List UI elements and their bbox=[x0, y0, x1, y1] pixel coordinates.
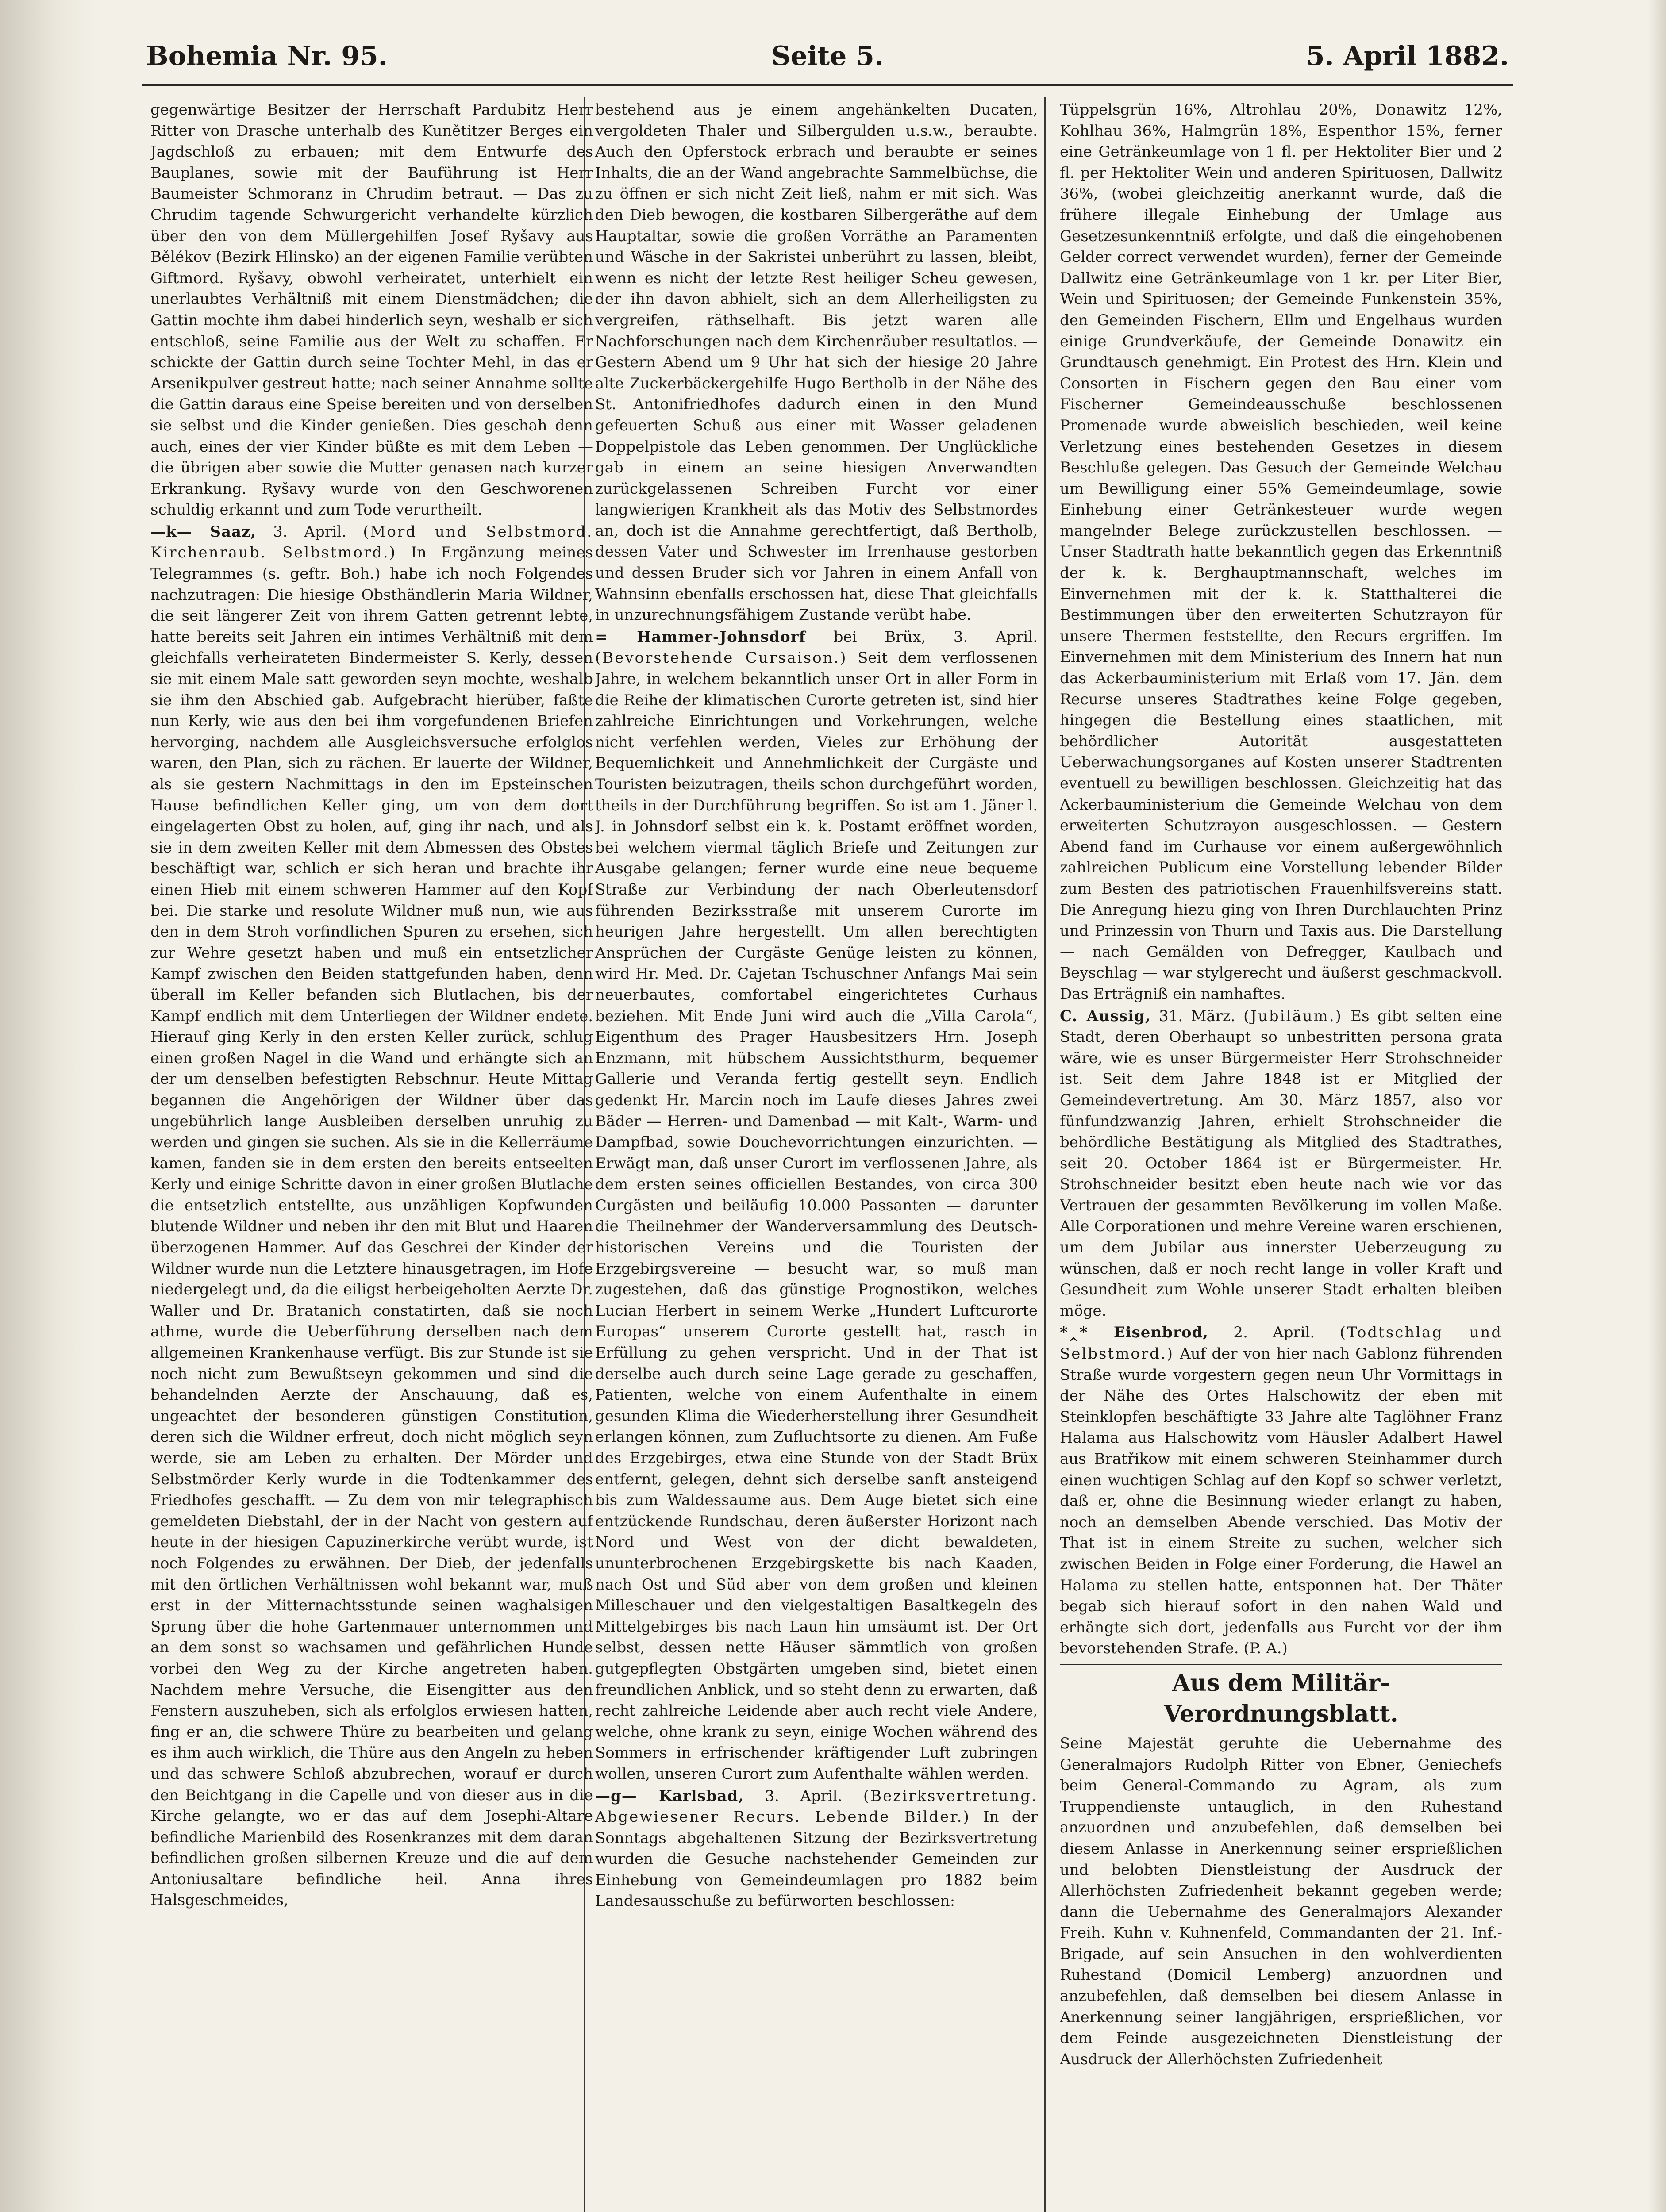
article-text: Seit dem verflossenen Jahre, in welchem bekanntlich unser Ort in aller Form in die Reihe der klimatischen Curorte getreten ist, sind hier zahlreiche Einrichtungen und Vorkehrungen, welche nicht verfehlen werden, Vieles zur Erhöhung der Bequemlichkeit und Annehmlichkeit der Curgäste und Touristen beizutragen, theils schon durchgeführt worden, theils in der Durchführung begriffen. So ist am 1. Jäner l. J. in Johnsdorf selbst ein k. k. Postamt eröffnet worden, bei welchem viermal täglich Briefe und Zeitungen zur Ausgabe gelangen; ferner wurde eine neue bequeme Straße zur Verbindung der nach Oberleutensdorf führenden Bezirksstraße mit unserem Curorte im heurigen Jahre hergestellt. Um allen berechtigten Ansprüchen der Curgäste Genüge leisten zu können, wird Hr. Med. Dr. Cajetan Tschuschner Anfangs Mai sein neuerbautes, comfortabel eingerichtetes Curhaus beziehen. Mit Ende Juni wird auch die „Villa Carola“, Eigenthum des Prager Hausbesitzers Hrn. Joseph Enzmann, mit hübschem Aussichtsthurm, bequemer Gallerie und Veranda fertig gestellt seyn. Endlich gedenkt Hr. Marcin noch im Laufe dieses Jahres zwei Bäder — Herren- und Damenbad — mit Kalt-, Warm- und Dampfbad, sowie Douchevorrichtungen einzurichten. — Erwägt man, daß unser Curort im verflossenen Jahre, als dem ersten seines officiellen Bestandes, von circa 300 Curgästen und beiläufig 10.000 Passanten — darunter die Theilnehmer der Wanderversammlung des Deutsch-historischen Vereins und die Touristen der Erzgebirgsvereine — besucht war, so muß man zugestehen, daß das günstige Prognostikon, welches Lucian Herbert in seinem Werke „Hundert Luftcurorte Europas“ unserem Curorte gestellt hat, rasch in Erfüllung zu gehen verspricht. Und in der That ist derselbe auch durch seine Lage gerade zu geschaffen, Patienten, welche von einem Aufenthalte in einem gesunden Klima die Wiederherstellung ihrer Gesundheit erlangen können, zum Zufluchtsorte zu dienen. Am Fuße des Erzgebirges, etwa eine Stunde von der Stadt Brüx entfernt, gelegen, dehnt sich derselbe sanft ansteigend bis zum Waldessaume aus. Dem Auge bietet sich eine entzückende Rundschau, deren äußerster Horizont nach Nord und West von der dicht bewaldeten, ununterbrochenen Erzgebirgskette bis nach Kaaden, nach Ost und Süd aber von dem großen und kleinen Milleschauer und den vielgestaltigen Basaltkegeln des Mittelgebirges bis nach Laun hin umsäumt ist. Der Ort selbst, dessen nette Häuser sämmtlich von großen gutgepflegten Obstgärten umgeben sind, bietet einen freundlichen Anblick, und so steht denn zu erwarten, daß recht zahlreiche Leidende aber auch recht viele Andere, welche, ohne krank zu seyn, einige Wochen während des Sommers in erfrischender kräftigender Luft zubringen wollen, unseren Curort zum Aufenthalte wählen werden. bbox=[595, 649, 1038, 1783]
column-3 bbox=[1060, 100, 1502, 2212]
header-rule bbox=[142, 84, 1513, 86]
binding-edge bbox=[0, 0, 95, 2212]
section-title: Aus dem Militär-Verordnungsblatt. bbox=[1164, 1669, 1398, 1728]
article-text: In der Sonntags abgehaltenen Sitzung der Bezirksvertretung wurden die Gesuche nachstehender Gemeinden zur Einhebung von Gemeindeumlagen pro 1882 beim Landesausschuße zu befürworten beschlossen: bbox=[595, 1808, 1038, 1910]
article-topic: (Bezirksvertretung. Abgewiesener Recurs. Lebende Bilder.) bbox=[595, 1787, 1038, 1826]
article-date: 2. April. bbox=[1208, 1324, 1340, 1342]
article-date: 3. April. bbox=[744, 1787, 863, 1805]
article bbox=[1060, 1006, 1502, 1322]
header-issue: Bohemia Nr. 95. bbox=[146, 41, 388, 72]
article-topic: (Todtschlag und Selbstmord.) bbox=[1060, 1324, 1502, 1363]
header-page-number: Seite 5. bbox=[771, 41, 884, 72]
article-topic: (Bevorstehende Cursaison.) bbox=[595, 649, 847, 667]
article-text: Seine Majestät geruhte die Uebernahme des Generalmajors Rudolph Ritter von Ebner, Geniechefs beim General-Commando zu Agram, als zum Truppendienste untauglich, in den Ruhestand anzuordnen und anzubefehlen, daß demselben bei diesem Anlasse in Anerkennung seiner ersprießlichen und belobten Dienstleistung der Ausdruck der Allerhöchsten Zufriedenheit bekannt gegeben werde; dann die Uebernahme des Generalmajors Alexander Freih. Kuhn v. Kuhnenfeld, Commandanten der 21. Inf.-Brigade, auf sein Ansuchen in den wohlverdienten Ruhestand (Domicil Lemberg) anzuordnen und anzubefehlen, daß demselben bei diesem Anlasse in Anerkennung seiner langjährigen, ersprießlichen, vor dem Feinde ausgezeichneten Dienstleistung der Ausdruck der Allerhöchsten Zufriedenheit bbox=[1060, 1734, 1502, 2068]
column-rule bbox=[1044, 97, 1046, 2212]
article-date: 31. März. bbox=[1150, 1007, 1244, 1025]
article-dateline: *‸* Eisenbrod, bbox=[1060, 1324, 1209, 1342]
article-topic: (Jubiläum.) bbox=[1243, 1007, 1343, 1025]
page-header bbox=[146, 41, 1509, 76]
article-date: 3. April. bbox=[256, 522, 363, 541]
column-1 bbox=[150, 100, 593, 2212]
section-rule bbox=[1060, 1664, 1502, 1665]
article-dateline: —k— Saaz, bbox=[150, 522, 257, 541]
article bbox=[1060, 1322, 1502, 1659]
article bbox=[595, 1786, 1038, 1912]
article-text: bestehend aus je einem angehänkelten Ducaten, vergoldeten Thaler und Silbergulden u.s.w., beraubte. Auch den Opferstock erbrach und beraubte er seines Inhalts, die an der Wand angebrachte Sammelbüchse, die zu öffnen er sich nicht Zeit ließ, nahm er mit sich. Was den Dieb bewogen, die kostbaren Silbergeräthe auf dem Hauptaltar, sowie die großen Vorräthe an Paramenten und Wäsche in der Sakristei unberührt zu lassen, bleibt, wenn es nicht der letzte Rest heiliger Scheu gewesen, der ihn davon abhielt, sich an dem Allerheiligsten zu vergreifen, räthselhaft. Bis jetzt waren alle Nachforschungen nach dem Kirchenräuber resultatlos. — Gestern Abend um 9 Uhr hat sich der hiesige 20 Jahre alte Zuckerbäckergehilfe Hugo Bertholb in der Nähe des St. Antonifriedhofes dadurch einen in den Mund gefeuerten Schuß aus einer mit Wasser geladenen Doppelpistole das Leben genommen. Der Unglückliche gab in einem an seine hiesigen Anverwandten zurückgelassenen Schreiben Furcht vor einer langwierigen Krankheit als das Motiv des Selbstmordes an, doch ist die Annahme gerechtfertigt, daß Bertholb, dessen Vater und Schwester im Irrenhause gestorben und dessen Bruder sich vor Jahren in einem Anfall von Wahnsinn ebenfalls erschossen hat, diese That gleichfalls in unzurechnungsfähigem Zustande verübt habe. bbox=[595, 101, 1038, 624]
article-dateline: C. Aussig, bbox=[1060, 1007, 1151, 1025]
column-2 bbox=[595, 100, 1038, 2212]
page-edge bbox=[1648, 0, 1666, 2212]
article-text: In Ergänzung meines Telegrammes (s. geftr. Boh.) habe ich noch Folgendes nachzutragen: Die hiesige Obsthändlerin Maria Wildner, die seit längerer Zeit von ihrem Gatten getrennt lebte, hatte bereits seit Jahren ein intimes Verhältniß mit dem gleichfalls verheirateten Bindermeister S. Kerly, dessen sie mit einem Male satt geworden seyn mochte, weshalb sie ihm den Abschied gab. Aufgebracht hierüber, faßte nun Kerly, wie aus den bei ihm vorgefundenen Briefen hervorging, nachdem alle Ausgleichsversuche erfolglos waren, den Plan, sich zu rächen. Er lauerte der Wildner, als sie gestern Nachmittags in den im Epsteinschen Hause befindlichen Keller ging, um von dem dort eingelagerten Obst zu holen, auf, ging ihr nach, und als sie in dem zweiten Keller mit dem Abmessen des Obstes beschäftigt war, schlich er sich heran und brachte ihr einen Hieb mit einem schweren Hammer auf den Kopf bei. Die starke und resolute Wildner muß nun, wie aus den in dem Stroh vorfindlichen Spuren zu ersehen, sich zur Wehre gesetzt haben und muß ein entsetzlicher Kampf zwischen den Beiden stattgefunden haben, denn überall im Keller befanden sich Blutlachen, bis der Kampf endlich mit dem Unterliegen der Wildner endete. Hierauf ging Kerly in den ersten Keller zurück, schlug einen großen Nagel in die Wand und erhängte sich an der um denselben befestigten Rebschnur. Heute Mittag begannen die Angehörigen der Wildner über das ungebührlich lange Ausbleiben derselben unruhig zu werden und gingen sie suchen. Als sie in die Kellerräume kamen, fanden sie in dem ersten den bereits entseelten Kerly und einige Schritte davon in einer großen Blutlache die entsetzlich entstellte, aus unzähligen Kopfwunden blutende Wildner und neben ihr den mit Blut und Haaren überzogenen Hammer. Auf das Geschrei der Kinder der Wildner wurde nun die Letztere hinausgetragen, im Hofe niedergelegt und, da die eiligst herbeigeholten Aerzte Dr. Waller und Dr. Bratanich constatirten, daß sie noch athme, wurde die Ueberführung derselben nach dem allgemeinen Krankenhause verfügt. Bis zur Stunde ist sie noch nicht zum Bewußtseyn gekommen und sind die behandelnden Aerzte der Anschauung, daß es, ungeachtet der besonderen günstigen Constitution, deren sich die Wildner erfreut, doch nicht möglich seyn werde, sie am Leben zu erhalten. Der Mörder und Selbstmörder Kerly wurde in die Todtenkammer des Friedhofes geschafft. — Zu dem von mir telegraphisch gemeldeten Diebstahl, der in der Nacht von gestern auf heute in der hiesigen Capuzinerkirche verübt wurde, ist noch Folgendes zu erwähnen. Der Dieb, der jedenfalls mit den örtlichen Verhältnissen wohl bekannt war, muß erst in der Mitternachtsstunde seinen waghalsigen Sprung über die hohe Gartenmauer unternommen und an dem sonst so wachsamen und gefährlichen Hunde vorbei den Weg zu der Kirche angetreten haben. Nachdem mehre Versuche, die Eisengitter aus den Fenstern auszuheben, sich als erfolglos erwiesen hatten, fing er an, die schwere Thüre zu bearbeiten und gelang es ihm auch wirklich, die Thüre aus den Angeln zu heben und das schwere Schloß abzubrechen, worauf er durch den Beichtgang in die Capelle und von dieser aus in die Kirche gelangte, wo er das auf dem Josephi-Altare befindliche Marienbild des Rosenkranzes mit dem daran befindlichen großen silbernen Kreuze und die auf dem Antoniusaltare befindliche heil. Anna ihres Halsgeschmeides, bbox=[150, 544, 593, 1909]
article bbox=[595, 627, 1038, 1785]
article-text: Es gibt selten eine Stadt, deren Oberhaupt so unbestritten persona grata wäre, wie es unser Bürgermeister Herr Strohschneider ist. Seit dem Jahre 1848 ist er Mitglied der Gemeindevertretung. Am 30. März 1857, also vor fünfundzwanzig Jahren, erhielt Strohschneider die behördliche Bestätigung als Mitglied des Stadtrathes, seit 20. October 1864 ist er Bürgermeister. Hr. Strohschneider besitzt eben heute nach wie vor das Vertrauen der gesammten Bevölkerung im vollen Maße. Alle Corporationen und mehre Vereine waren erschienen, um dem Jubilar aus innerster Ueberzeugung zu wünschen, daß er noch recht lange in voller Kraft und Gesundheit zum Wohle unserer Stadt erhalten bleiben möge. bbox=[1060, 1007, 1502, 1320]
article-topic: (Mord und Selbstmord. Kirchenraub. Selbstmord.) bbox=[150, 522, 593, 562]
header-date: 5. April 1882. bbox=[1306, 41, 1509, 72]
article bbox=[150, 522, 593, 1911]
article-text: Auf der von hier nach Gablonz führenden Straße wurde vorgestern gegen neun Uhr Vormittags in der Nähe des Ortes Halschowitz der eben mit Steinklopfen beschäftigte 33 Jahre alte Taglöhner Franz Halama aus Halschowitz vom Häusler Adalbert Hawel aus Bratřikow mit einem schweren Steinhammer durch einen wuchtigen Schlag auf den Kopf so schwer verletzt, daß er, ohne die Besinnung wieder erlangt zu haben, noch an demselben Abende verschied. Das Motiv der That ist in einem Streite zu suchen, welcher sich zwischen Beiden in Folge einer Forderung, die Hawel an Halama zu stellen hatte, entsponnen hat. Der Thäter begab sich hierauf sofort in den nahen Wald und erhängte sich dort, jedenfalls aus Furcht vor der ihm bevorstehenden Strafe. (P. A.) bbox=[1060, 1345, 1502, 1658]
article-dateline: —g— Karlsbad, bbox=[595, 1787, 744, 1805]
article-dateline: = Hammer-Johnsdorf bbox=[595, 628, 806, 646]
article-text: Tüppelsgrün 16%, Altrohlau 20%, Donawitz 12%, Kohlhau 36%, Halmgrün 18%, Espenthor 15%, ferner eine Getränkeumlage von 1 fl. per Hektoliter Bier und 2 fl. per Hektoliter Wein und anderen Spirituosen, Dallwitz 36%, (wobei gleichzeitig anerkannt wurde, daß die frühere illegale Einhebung der Umlage aus Gesetzesunkenntniß erfolgte, und daß die eingehobenen Gelder correct verwendet wurden), ferner der Gemeinde Dallwitz eine Getränkeumlage von 1 kr. per Liter Bier, Wein und Spirituosen; der Gemeinde Funkenstein 35%, den Gemeinden Fischern, Ellm und Engelhaus wurden einige Grundverkäufe, der Gemeinde Donawitz ein Grundtausch genehmigt. Ein Protest des Hrn. Klein und Consorten in Fischern gegen den Bau einer vom Fischerner Gemeindeausschuße beschlossenen Promenade wurde abweislich beschieden, weil keine Verletzung eines bestehenden Gesetzes in diesem Beschluße gelegen. Das Gesuch der Gemeinde Welchau um Bewilligung einer 55% Gemeindeumlage, sowie Einhebung einer Getränkesteuer wurde wegen mangelnder Belege zurückzustellen beschlossen. — Unser Stadtrath hatte bekanntlich gegen das Erkenntniß der k. k. Berghauptmannschaft, welches im Einvernehmen mit der k. k. Statthalterei die Bestimmungen über den erweiterten Schutzrayon für unsere Thermen feststellte, den Recurs ergriffen. Im Einvernehmen mit dem Ministerium des Innern hat nun das Ackerbauministerium mit Erlaß vom 17. Jän. dem Recurse unseres Stadtrathes keine Folge gegeben, hingegen die Bestellung eines staatlichen, mit behördlicher Autorität ausgestatteten Ueberwachungsorganes auf Kosten unserer Stadtrenten eventuell zu bewilligen beschlossen. Gleichzeitig hat das Ackerbauministerium die Gemeinde Welchau von dem erweiterten Schutzrayon ausgeschlossen. — Gestern Abend fand im Curhause vor einem außergewöhnlich zahlreichen Publicum eine Vorstellung lebender Bilder zum Besten des patriotischen Frauenhilfsvereins statt. Die Anregung hiezu ging von Ihren Durchlauchten Prinz und Prinzessin von Thurn und Taxis aus. Die Darstellung — nach Gemälden von Defregger, Kaulbach und Beyschlag — war stylgerecht und äußerst geschmackvoll. Das Erträgniß ein namhaftes. bbox=[1060, 101, 1502, 1003]
article-text: gegenwärtige Besitzer der Herrschaft Pardubitz Herr Ritter von Drasche unterhalb des Kunětitzer Berges ein Jagdschloß zu erbauen; mit dem Entwurfe des Bauplanes, sowie mit der Bauführung ist Herr Baumeister Schmoranz in Chrudim betraut. — Das zu Chrudim tagende Schwurgericht verhandelte kürzlich über den von dem Müllergehilfen Josef Ryšavy aus Bělékov (Bezirk Hlinsko) an der eigenen Familie verübten Giftmord. Ryšavy, obwohl verheiratet, unterhielt ein unerlaubtes Verhältniß mit einem Dienstmädchen; die Gattin mochte ihm dabei hinderlich seyn, weshalb er sich entschloß, seine Familie aus der Welt zu schaffen. Er schickte der Gattin durch seine Tochter Mehl, in das er Arsenikpulver gestreut hatte; nach seiner Annahme sollte die Gattin daraus eine Speise bereiten und von derselben sie selbst und die Kinder genießen. Dies geschah denn auch, eines der vier Kinder büßte es mit dem Leben — die übrigen aber sowie die Mutter genasen nach kurzer Erkrankung. Ryšavy wurde von den Geschworenen schuldig erkannt und zum Tode verurtheilt. bbox=[150, 101, 593, 519]
article-date: bei Brüx, 3. April. bbox=[806, 628, 1038, 646]
